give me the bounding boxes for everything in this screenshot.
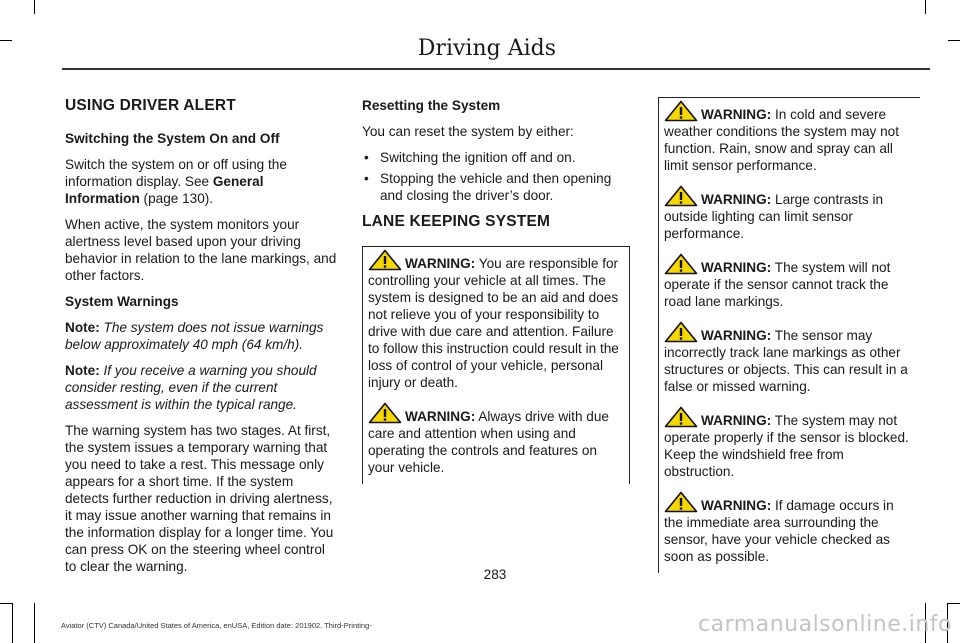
- warning-triangle-icon: [664, 185, 698, 207]
- warning-label: WARNING:: [701, 498, 772, 513]
- column-2: [362, 97, 630, 484]
- crop-mark: [947, 603, 960, 604]
- paragraph-monitor: When active, the system monitors your alertness level based upon your driving behavior in relation to the lane markings, and other factors.: [65, 217, 337, 283]
- subheading-switching: Switching the System On and Off: [65, 131, 280, 146]
- crop-mark: [948, 40, 960, 41]
- warning-label: WARNING:: [405, 409, 476, 424]
- warning-triangle-icon: [664, 406, 698, 428]
- warning-text: You are responsible for controlling your vehicle at all times. The system is designed to be an aid and does not relieve you of your responsibility to drive with due care and attention. Failure to follow this instruction could result in the loss of control of your vehicle, personal injury or death.: [368, 256, 619, 390]
- warning-paragraph: [664, 185, 915, 242]
- warning-text: In cold and severe weather conditions the system may not function. Rain, snow and spray can all limit sensor performance.: [664, 107, 899, 173]
- warning-paragraph: [664, 100, 915, 174]
- subheading-resetting: Resetting the System: [362, 98, 501, 113]
- note-label: Note:: [65, 363, 100, 378]
- warning-label: WARNING:: [701, 107, 772, 122]
- note-resting: [65, 362, 337, 413]
- warning-text: The system may not operate properly if the sensor is blocked. Keep the windshield free from obstruction.: [664, 413, 909, 479]
- page-number: 283: [483, 567, 507, 582]
- warning-triangle-icon: [664, 253, 698, 275]
- warning-text: The system will not operate if the sensor cannot track the road lane markings.: [664, 260, 891, 309]
- list-item: • Stopping the vehicle and then opening and closing the driver’s door.: [362, 170, 630, 204]
- header-rule: [62, 68, 930, 70]
- subheading-warnings: System Warnings: [65, 294, 179, 309]
- text-run: (page 130).: [139, 191, 214, 206]
- warning-text: Large contrasts in outside lighting can limit sensor performance.: [664, 192, 884, 241]
- warning-label: WARNING:: [701, 192, 772, 207]
- cross-reference-link[interactable]: General Information: [65, 174, 264, 206]
- warning-triangle-icon: [664, 100, 698, 122]
- section-title-driver-alert: USING DRIVER ALERT: [65, 97, 236, 114]
- warning-paragraph: [664, 321, 915, 395]
- warning-paragraph: [664, 406, 915, 480]
- note-text: The system does not issue warnings below approximately 40 mph (64 km/h).: [65, 320, 324, 352]
- warning-triangle-icon: [664, 321, 698, 343]
- warning-box: [658, 97, 920, 573]
- warning-text: The sensor may incorrectly track lane markings as other structures or objects. This can result in a false or missed warning.: [664, 328, 908, 394]
- warning-paragraph: [368, 402, 624, 476]
- paragraph-switch: [65, 156, 337, 207]
- warning-triangle-icon: [368, 249, 402, 271]
- warning-text: Always drive with due care and attention when using and operating the controls and features on your vehicle.: [368, 409, 609, 475]
- warning-label: WARNING:: [405, 256, 476, 271]
- warning-paragraph: [368, 249, 624, 391]
- crop-mark: [12, 603, 13, 643]
- reset-list: [362, 149, 630, 204]
- warning-triangle-icon: [368, 402, 402, 424]
- section-title-lane-keeping: LANE KEEPING SYSTEM: [362, 213, 551, 230]
- crop-mark: [925, 0, 926, 14]
- warning-box: [362, 246, 630, 484]
- note-speed: [65, 319, 337, 353]
- crop-mark: [0, 603, 12, 604]
- list-item: • Switching the ignition off and on.: [362, 149, 630, 166]
- paragraph-reset-intro: You can reset the system by either:: [362, 124, 574, 139]
- note-label: Note:: [65, 320, 100, 335]
- column-3: [658, 97, 920, 573]
- text-run: Switch the system on or off using the information display. See: [65, 157, 287, 189]
- warning-label: WARNING:: [701, 413, 772, 428]
- page-header-title: Driving Aids: [417, 36, 556, 61]
- crop-mark: [34, 603, 35, 643]
- warning-paragraph: [664, 491, 915, 565]
- crop-mark: [0, 40, 12, 41]
- warning-label: WARNING:: [701, 260, 772, 275]
- warning-label: WARNING:: [701, 328, 772, 343]
- warning-text: If damage occurs in the immediate area surrounding the sensor, have your vehicle checked as soon as possible.: [664, 498, 894, 564]
- warning-paragraph: [664, 253, 915, 310]
- watermark: carmanualsonline.info: [698, 612, 952, 637]
- warning-triangle-icon: [664, 491, 698, 513]
- crop-mark: [34, 0, 35, 14]
- column-1: [65, 97, 337, 584]
- paragraph-stages: The warning system has two stages. At first, the system issues a temporary warning that you need to take a rest. This message only appears for a short time. If the system detects further reduction in driving alertness, it may issue another warning that remains in the information display for a longer time. You can press OK on the steering wheel control to clear the warning.: [65, 423, 334, 574]
- note-text: If you receive a warning you should consider resting, even if the current assessment is within the typical range.: [65, 363, 317, 412]
- footer-edition: Aviator (CTV) Canada/United States of America, enUSA, Edition date: 201902, Third-Printing-: [61, 621, 372, 630]
